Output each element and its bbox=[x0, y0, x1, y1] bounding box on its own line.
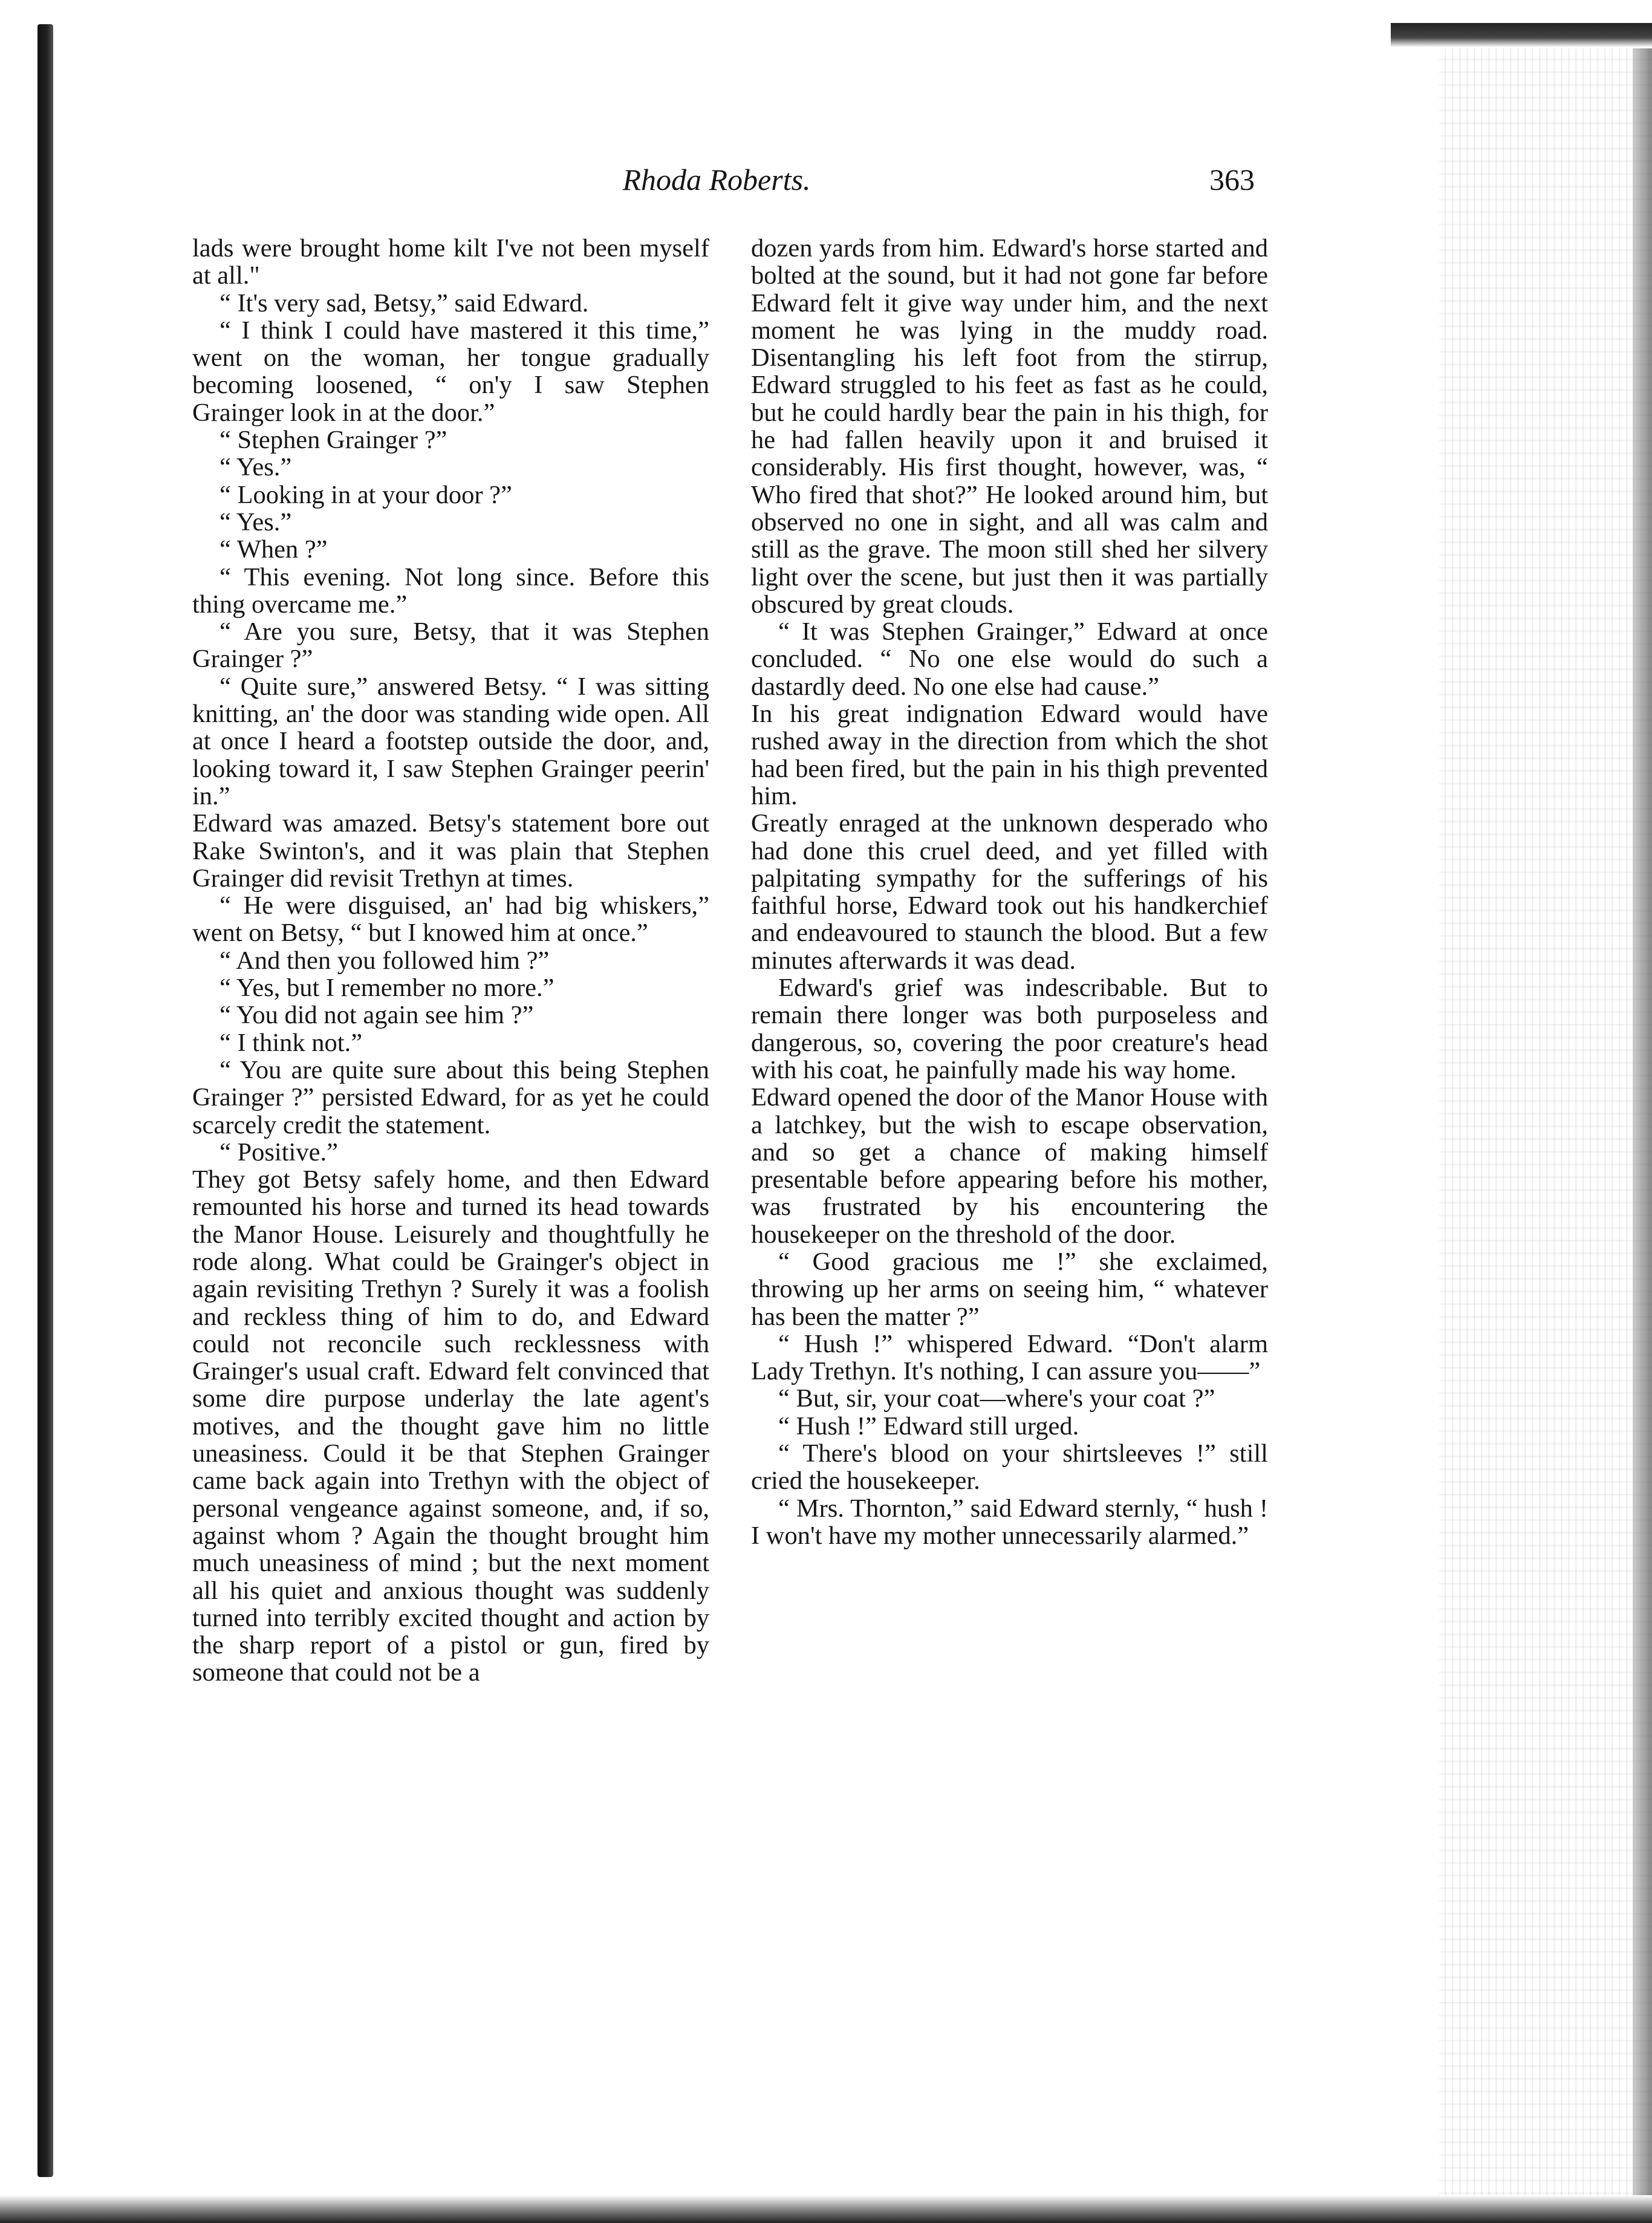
paragraph: “ Are you sure, Betsy, that it was Stephen Grainger ?” bbox=[192, 617, 709, 674]
paragraph: “ Looking in at your door ?” bbox=[220, 480, 512, 509]
paragraph: “ Mrs. Thornton,” said Edward sternly, “ hush ! I won't have my mother unnecessarily alarmed.” bbox=[751, 1494, 1268, 1550]
paragraph: dozen yards from him. Edward's horse started and bolted at the sound, but it had not gone far before Edward felt it give way under him, and the next moment he was lying in the muddy road. Disentangling his left foot from the stirrup, Edward struggled to his feet as fast as he could, but he could hardly bear the pain in his thigh, for he had fallen heavily upon it and bruised it considerably. His first thought, however, was, “ Who fired that shot?” He looked around him, but observed no one in sight, and all was calm and still as the grave. The moon still shed her silvery light over the scene, but just then it was partially obscured by great clouds. bbox=[751, 234, 1268, 619]
paragraph: “ And then you followed him ?” bbox=[220, 946, 550, 975]
paragraph: “ It's very sad, Betsy,” said Edward. bbox=[220, 288, 589, 317]
text-column-left bbox=[192, 235, 709, 1687]
binding-shadow-left bbox=[37, 24, 53, 2177]
paragraph: “ Stephen Grainger ?” bbox=[220, 426, 447, 455]
page-edge-top bbox=[1391, 23, 1652, 47]
page-header bbox=[0, 158, 1652, 201]
binding-shadow-right bbox=[1633, 48, 1652, 2195]
paragraph: “ Yes.” bbox=[220, 453, 292, 482]
paragraph: “ But, sir, your coat—where's your coat ?” bbox=[778, 1384, 1215, 1413]
paragraph: “ Positive.” bbox=[220, 1138, 338, 1167]
paragraph: “ Hush !” Edward still urged. bbox=[778, 1411, 1079, 1440]
paragraph: “ This evening. Not long since. Before this thing overcame me.” bbox=[192, 562, 709, 619]
paragraph: Edward's grief was indescribable. But to remain there longer was both purposeless and dangerous, so, covering the poor creature's head with his coat, he painfully made his way home. bbox=[751, 974, 1268, 1084]
paragraph: “ When ?” bbox=[220, 535, 328, 564]
paragraph: Edward opened the door of the Manor House with a latchkey, but the wish to escape observation, and so get a chance of making himself presentable before appearing before his mother, was frustrated by his encountering the housekeeper on the threshold of the door. bbox=[751, 1083, 1268, 1249]
text-column-right bbox=[751, 235, 1268, 1549]
running-title: Rhoda Roberts. bbox=[622, 163, 811, 197]
paragraph: They got Betsy safely home, and then Edward remounted his horse and turned its head towards the Manor House. Leisurely and thoughtfully he rode along. What could be Grainger's object in again revisiting Trethyn ? Surely it was a foolish and reckless thing of him to do, and Edward could not reconcile such recklessness with Grainger's usual craft. Edward felt convinced that some dire purpose underlay the late agent's motives, and the thought gave him no little uneasiness. Could it be that Stephen Grainger came back again into Trethyn with the object of personal vengeance against someone, and, if so, against whom ? Again the thought brought him much uneasiness of mind ; but the next moment all his quiet and anxious thought was suddenly turned into terribly excited thought and action by the sharp report of a pistol or gun, fired by someone that could not be a bbox=[192, 1165, 709, 1687]
paragraph: In his great indignation Edward would have rushed away in the direction from which the shot had been fired, but the pain in his thigh prevented him. bbox=[751, 700, 1268, 810]
paragraph: “ He were disguised, an' had big whiskers,” went on Betsy, “ but I knowed him at once.” bbox=[192, 891, 709, 948]
paragraph: “ Yes, but I remember no more.” bbox=[220, 974, 554, 1003]
paragraph: “ I think not.” bbox=[220, 1028, 363, 1057]
page-edge-bottom bbox=[0, 2195, 1652, 2223]
paragraph: “ It was Stephen Grainger,” Edward at once concluded. “ No one else would do such a dastardly deed. No one else had cause.” bbox=[751, 617, 1268, 701]
paragraph: “ You did not again see him ?” bbox=[220, 1001, 534, 1030]
paragraph: “ There's blood on your shirtsleeves !” still cried the housekeeper. bbox=[751, 1439, 1268, 1496]
paragraph: lads were brought home kilt I've not been myself at all." bbox=[192, 234, 709, 290]
page-number: 363 bbox=[1209, 163, 1255, 197]
paragraph: “ You are quite sure about this being Stephen Grainger ?” persisted Edward, for as yet he could scarcely credit the statement. bbox=[192, 1055, 709, 1139]
paragraph: “ I think I could have mastered it this time,” went on the woman, her tongue gradually becoming loosened, “ on'y I saw Stephen Grainger look in at the door.” bbox=[192, 316, 709, 427]
paragraph: “ Good gracious me !” she exclaimed, throwing up her arms on seeing him, “ whatever has been the matter ?” bbox=[751, 1247, 1268, 1331]
paragraph: “ Quite sure,” answered Betsy. “ I was sitting knitting, an' the door was standing wide open. All at once I heard a footstep outside the door, and, looking toward it, I saw Stephen Grainger peerin' in.” bbox=[192, 672, 709, 810]
paragraph: Greatly enraged at the unknown desperado who had done this cruel deed, and yet filled with palpitating sympathy for the sufferings of his faithful horse, Edward took out his handkerchief and endeavoured to staunch the blood. But a few minutes afterwards it was dead. bbox=[751, 809, 1268, 975]
scan-noise-right bbox=[1439, 48, 1652, 2195]
paragraph: Edward was amazed. Betsy's statement bore out Rake Swinton's, and it was plain that Stephen Grainger did revisit Trethyn at times. bbox=[192, 809, 709, 893]
paragraph: “ Hush !” whispered Edward. “Don't alarm Lady Trethyn. It's nothing, I can assure you——” bbox=[751, 1329, 1268, 1386]
paragraph: “ Yes.” bbox=[220, 507, 292, 536]
